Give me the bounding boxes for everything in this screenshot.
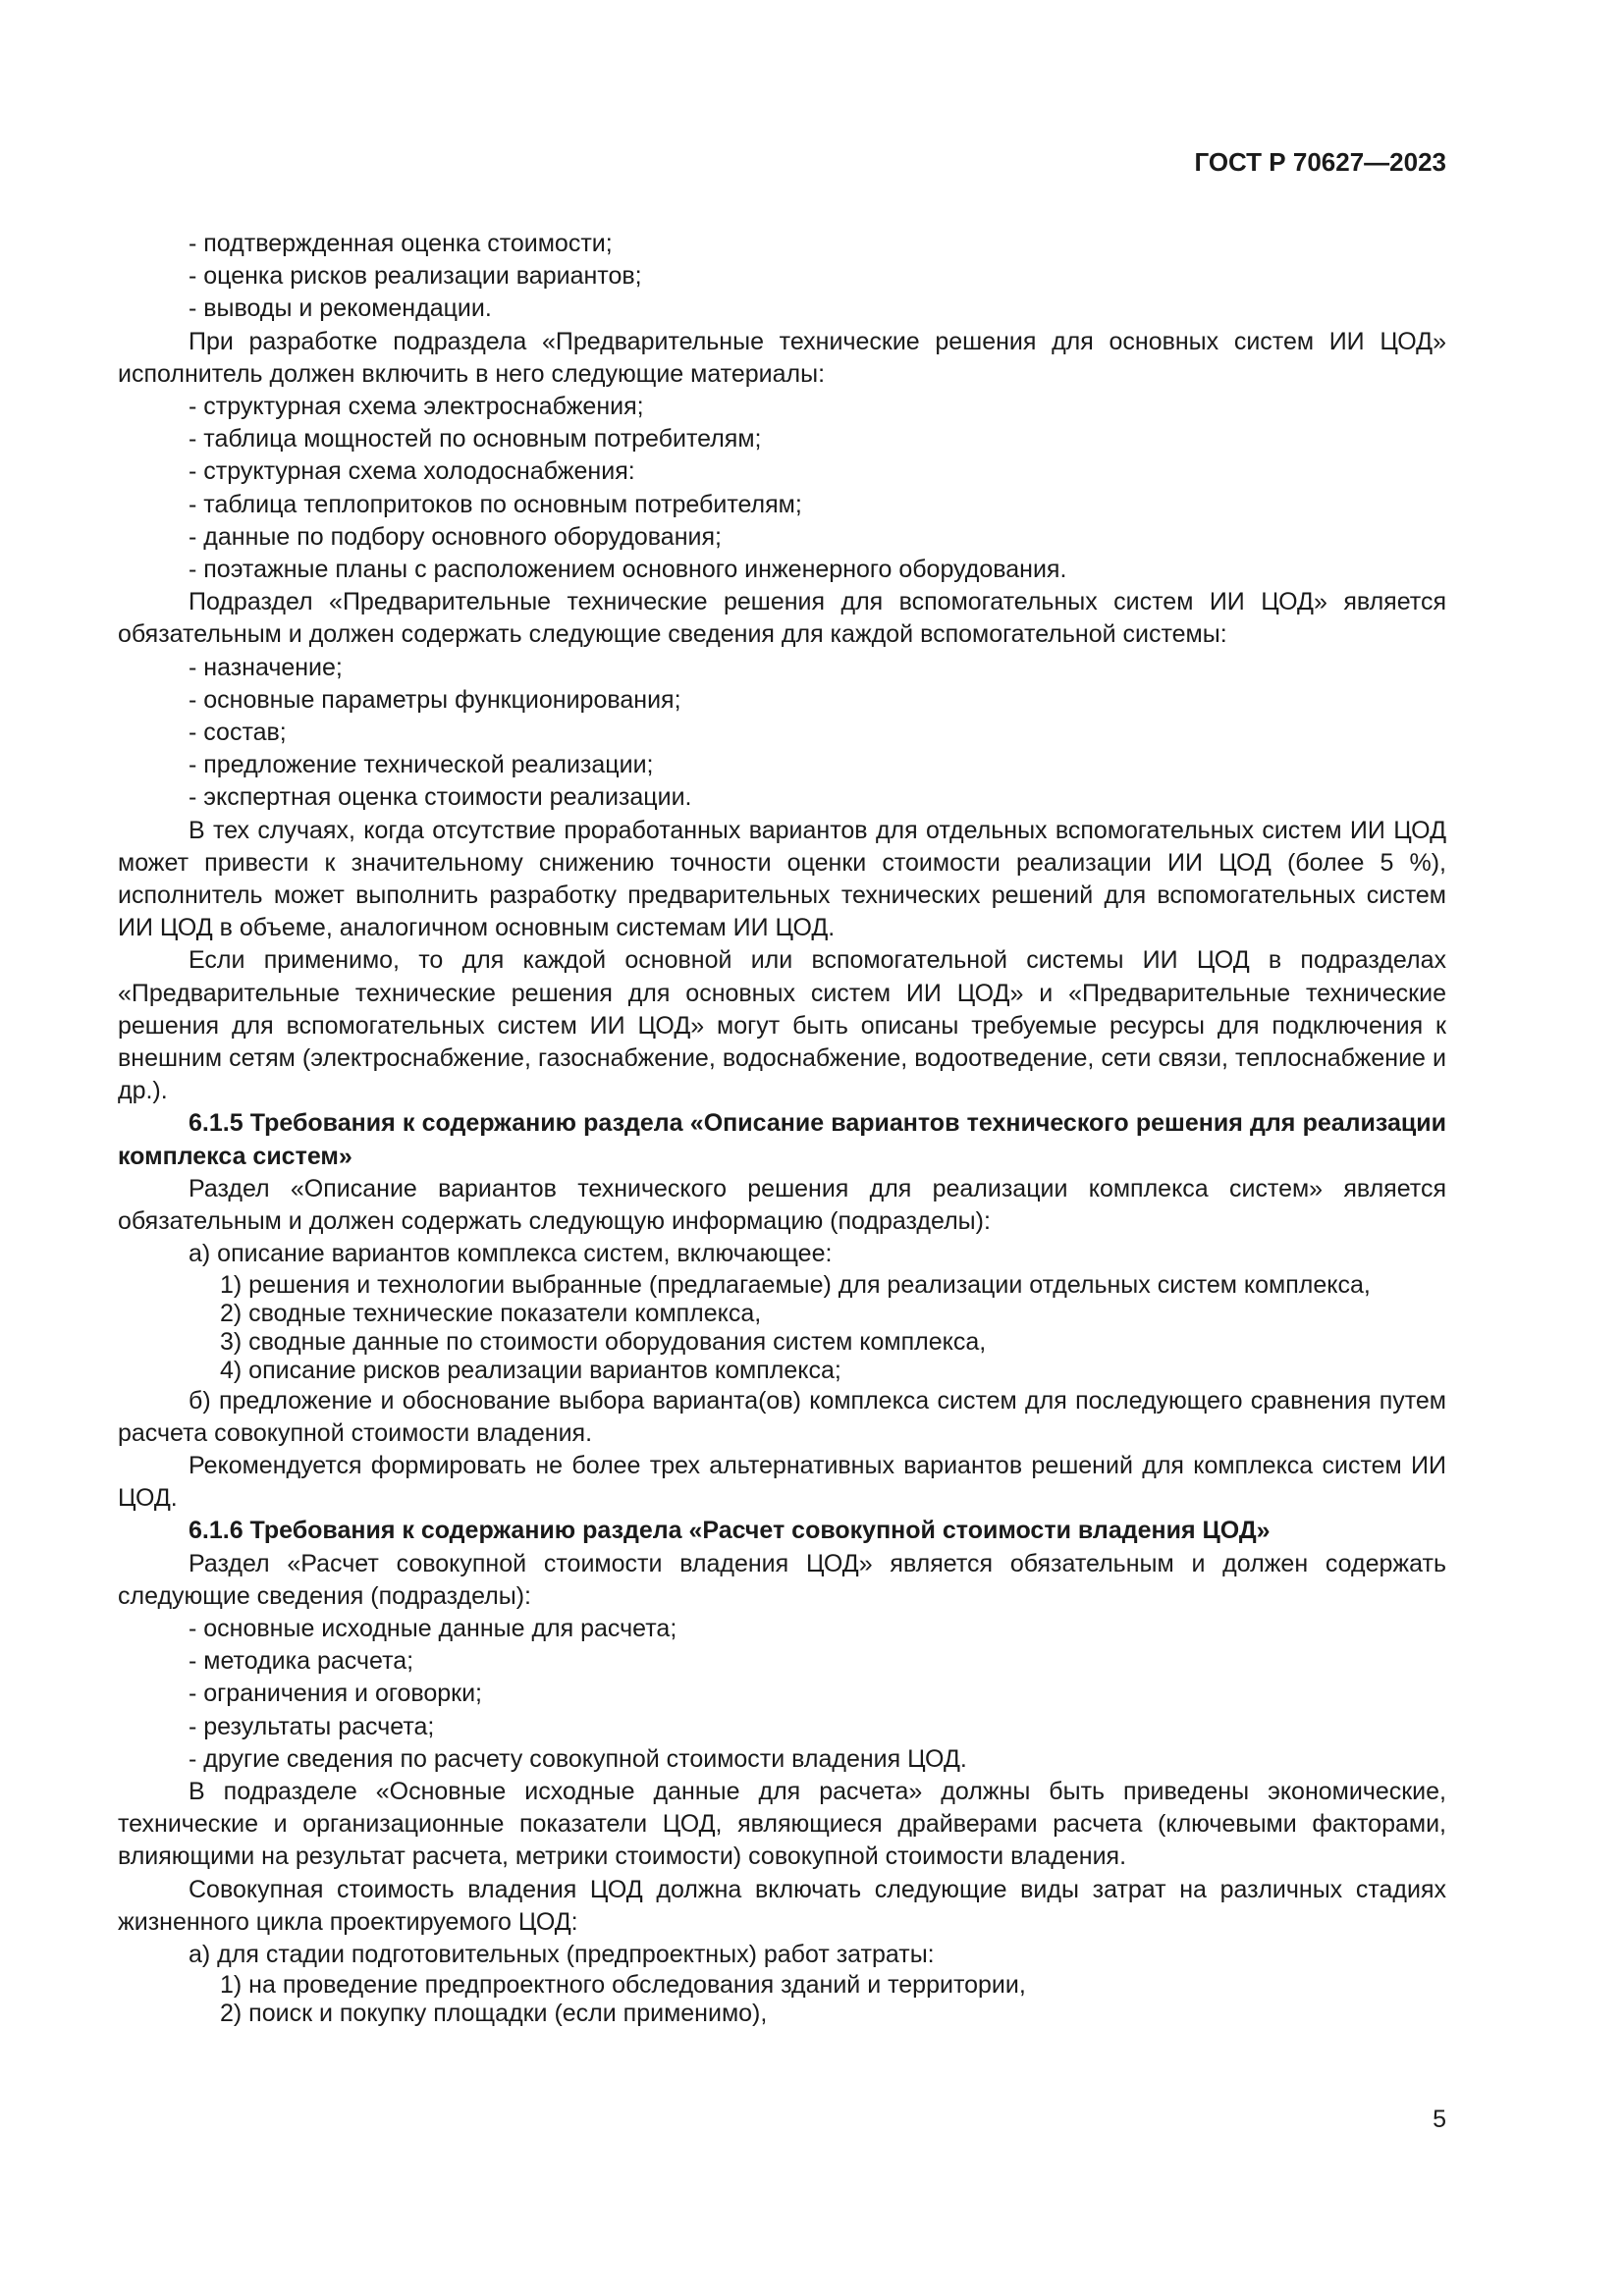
list-item: 2) сводные технические показатели комплекса, [220,1299,762,1327]
section-heading: 6.1.6 Требования к содержанию раздела «Расчет совокупной стоимости владения ЦОД» [189,1517,1271,1545]
list-item: - структурная схема электроснабжения; [189,393,644,421]
list-item: - подтвержденная оценка стоимости; [189,230,613,257]
list-item: - данные по подбору основного оборудования; [189,522,722,551]
document-page [118,147,1446,2150]
paragraph: При разработке подраздела «Предварительные технические решения для основных систем ИИ ЦОД» исполнитель должен включить в него следующие материалы: [118,327,1446,388]
list-item: - другие сведения по расчету совокупной стоимости владения ЦОД. [189,1744,967,1773]
list-item: - поэтажные планы с расположением основного инженерного оборудования. [189,556,1067,584]
list-item: - состав; [189,719,287,747]
paragraph: В тех случаях, когда отсутствие проработанных вариантов для отдельных вспомогательных систем ИИ ЦОД может привести к значительному снижению точности оценки стоимости реализации ИИ ЦОД (более 5 %), исполнитель может выполнить разработку предварительных технических решений для вспомогательных систем ИИ ЦОД в объеме, аналогичном основным системам ИИ ЦОД. [118,816,1446,942]
section-heading: 6.1.5 Требования к содержанию раздела «Описание вариантов технического решения для реализации комплекса систем» [118,1109,1446,1170]
list-item: а) описание вариантов комплекса систем, включающее: [189,1240,833,1268]
list-item: - таблица мощностей по основным потребителям; [189,425,762,454]
list-item: 2) поиск и покупку площадки (если применимо), [220,2000,768,2028]
list-item: - назначение; [189,653,343,681]
list-item: - основные исходные данные для расчета; [189,1614,677,1642]
paragraph: Рекомендуется формировать не более трех альтернативных вариантов решений для комплекса систем ИИ ЦОД. [118,1451,1446,1513]
paragraph: Подраздел «Предварительные технические решения для вспомогательных систем ИИ ЦОД» является обязательным и должен содержать следующие сведения для каждой вспомогательной системы: [118,588,1446,649]
paragraph: б) предложение и обоснование выбора варианта(ов) комплекса систем для последующего сравнения путем расчета совокупной стоимости владения. [118,1386,1446,1447]
document-body [118,228,1446,2028]
list-item: - выводы и рекомендации. [189,294,492,323]
page-number: 5 [1433,2106,1446,2133]
list-item: - методика расчета; [189,1647,414,1676]
list-item: 1) решения и технологии выбранные (предлагаемые) для реализации отдельных систем комплекса, [220,1270,1371,1299]
list-item: 3) сводные данные по стоимости оборудования систем комплекса, [220,1327,987,1356]
list-item: 1) на проведение предпроектного обследования зданий и территории, [220,1971,1026,2000]
list-item: - предложение технической реализации; [189,751,654,779]
list-item: - результаты расчета; [189,1712,435,1740]
paragraph: Совокупная стоимость владения ЦОД должна включать следующие виды затрат на различных стадиях жизненного цикла проектируемого ЦОД: [118,1875,1446,1936]
paragraph: Если применимо, то для каждой основной или вспомогательной системы ИИ ЦОД в подразделах «Предварительные технические решения для основных систем ИИ ЦОД» и «Предварительные технические решения для вспомогательных систем ИИ ЦОД» могут быть описаны требуемые ресурсы для подключения к внешним сетям (электроснабжение, газоснабжение, водоснабжение, водоотведение, сети связи, теплоснабжение и др.). [118,946,1446,1105]
list-item: - структурная схема холодоснабжения: [189,457,635,486]
list-item: - экспертная оценка стоимости реализации. [189,783,692,812]
paragraph: Раздел «Расчет совокупной стоимости владения ЦОД» является обязательным и должен содержать следующие сведения (подразделы): [118,1549,1446,1610]
paragraph: Раздел «Описание вариантов технического решения для реализации комплекса систем» является обязательным и должен содержать следующую информацию (подразделы): [118,1174,1446,1236]
document-code: ГОСТ Р 70627—2023 [1194,147,1446,177]
list-item: - таблица теплопритоков по основным потребителям; [189,490,802,518]
list-item: 4) описание рисков реализации вариантов комплекса; [220,1356,841,1384]
list-item: а) для стадии подготовительных (предпроектных) работ затраты: [189,1940,935,1968]
list-item: - оценка рисков реализации вариантов; [189,262,642,291]
list-item: - ограничения и оговорки; [189,1680,482,1708]
list-item: - основные параметры функционирования; [189,685,681,714]
paragraph: В подразделе «Основные исходные данные для расчета» должны быть приведены экономические, технические и организационные показатели ЦОД, являющиеся драйверами расчета (ключевыми факторами, влияющими на результат расчета, метрики стоимости) совокупной стоимости владения. [118,1777,1446,1871]
